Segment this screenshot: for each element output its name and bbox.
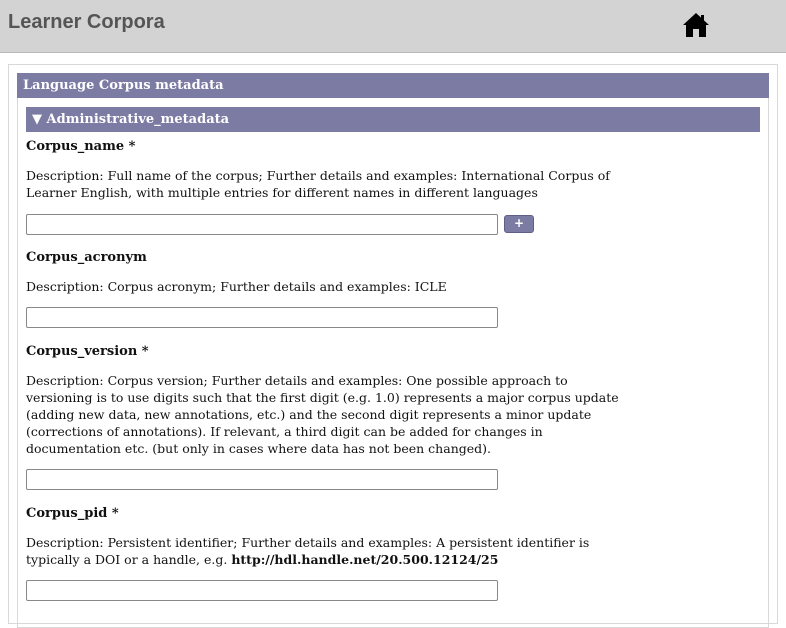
subsection-toggle[interactable] [26, 107, 760, 132]
corpus-pid-description-text: Description: Persistent identifier; Further details and examples: A persistent identifier is typically a DOI or a handle, e.g. [26, 535, 590, 567]
corpus-name-description: Description: Full name of the corpus; Further details and examples: International Corpus of Learner English, with multiple entries for different names in different languages [26, 168, 610, 200]
corpus-version-input[interactable] [26, 469, 498, 490]
corpus-pid-label: Corpus_pid * [26, 506, 119, 521]
subsection-title: Administrative_metadata [46, 112, 230, 127]
collapse-arrow-icon: ▼ [32, 112, 42, 127]
corpus-version-description: Description: Corpus version; Further details and examples: One possible approach to versioning is to use digits such that the first digit (e.g. 1.0) represents a major corpus update (adding new data, new annotations, etc.) and the second digit represents a minor update (corrections of annotations). If relevant, a third digit can be added for changes in documentation etc. (but only in cases where data has not been changed). [26, 373, 619, 456]
corpus-acronym-label: Corpus_acronym [26, 250, 147, 265]
home-icon [682, 11, 710, 39]
corpus-acronym-description: Description: Corpus acronym; Further details and examples: ICLE [26, 279, 447, 294]
corpus-pid-description [26, 534, 626, 568]
corpus-name-label: Corpus_name * [26, 139, 136, 154]
corpus-version-label: Corpus_version * [26, 344, 149, 359]
home-button[interactable] [682, 11, 710, 39]
corpus-pid-input[interactable] [26, 580, 498, 601]
app-title: Learner Corpora [8, 11, 165, 33]
top-bar [0, 0, 786, 53]
add-corpus-name-button[interactable]: + [504, 215, 534, 233]
corpus-pid-example-link: http://hdl.handle.net/20.500.12124/25 [231, 552, 499, 567]
section-header: Language Corpus metadata [17, 73, 769, 98]
corpus-name-input[interactable] [26, 214, 498, 235]
corpus-acronym-input[interactable] [26, 307, 498, 328]
